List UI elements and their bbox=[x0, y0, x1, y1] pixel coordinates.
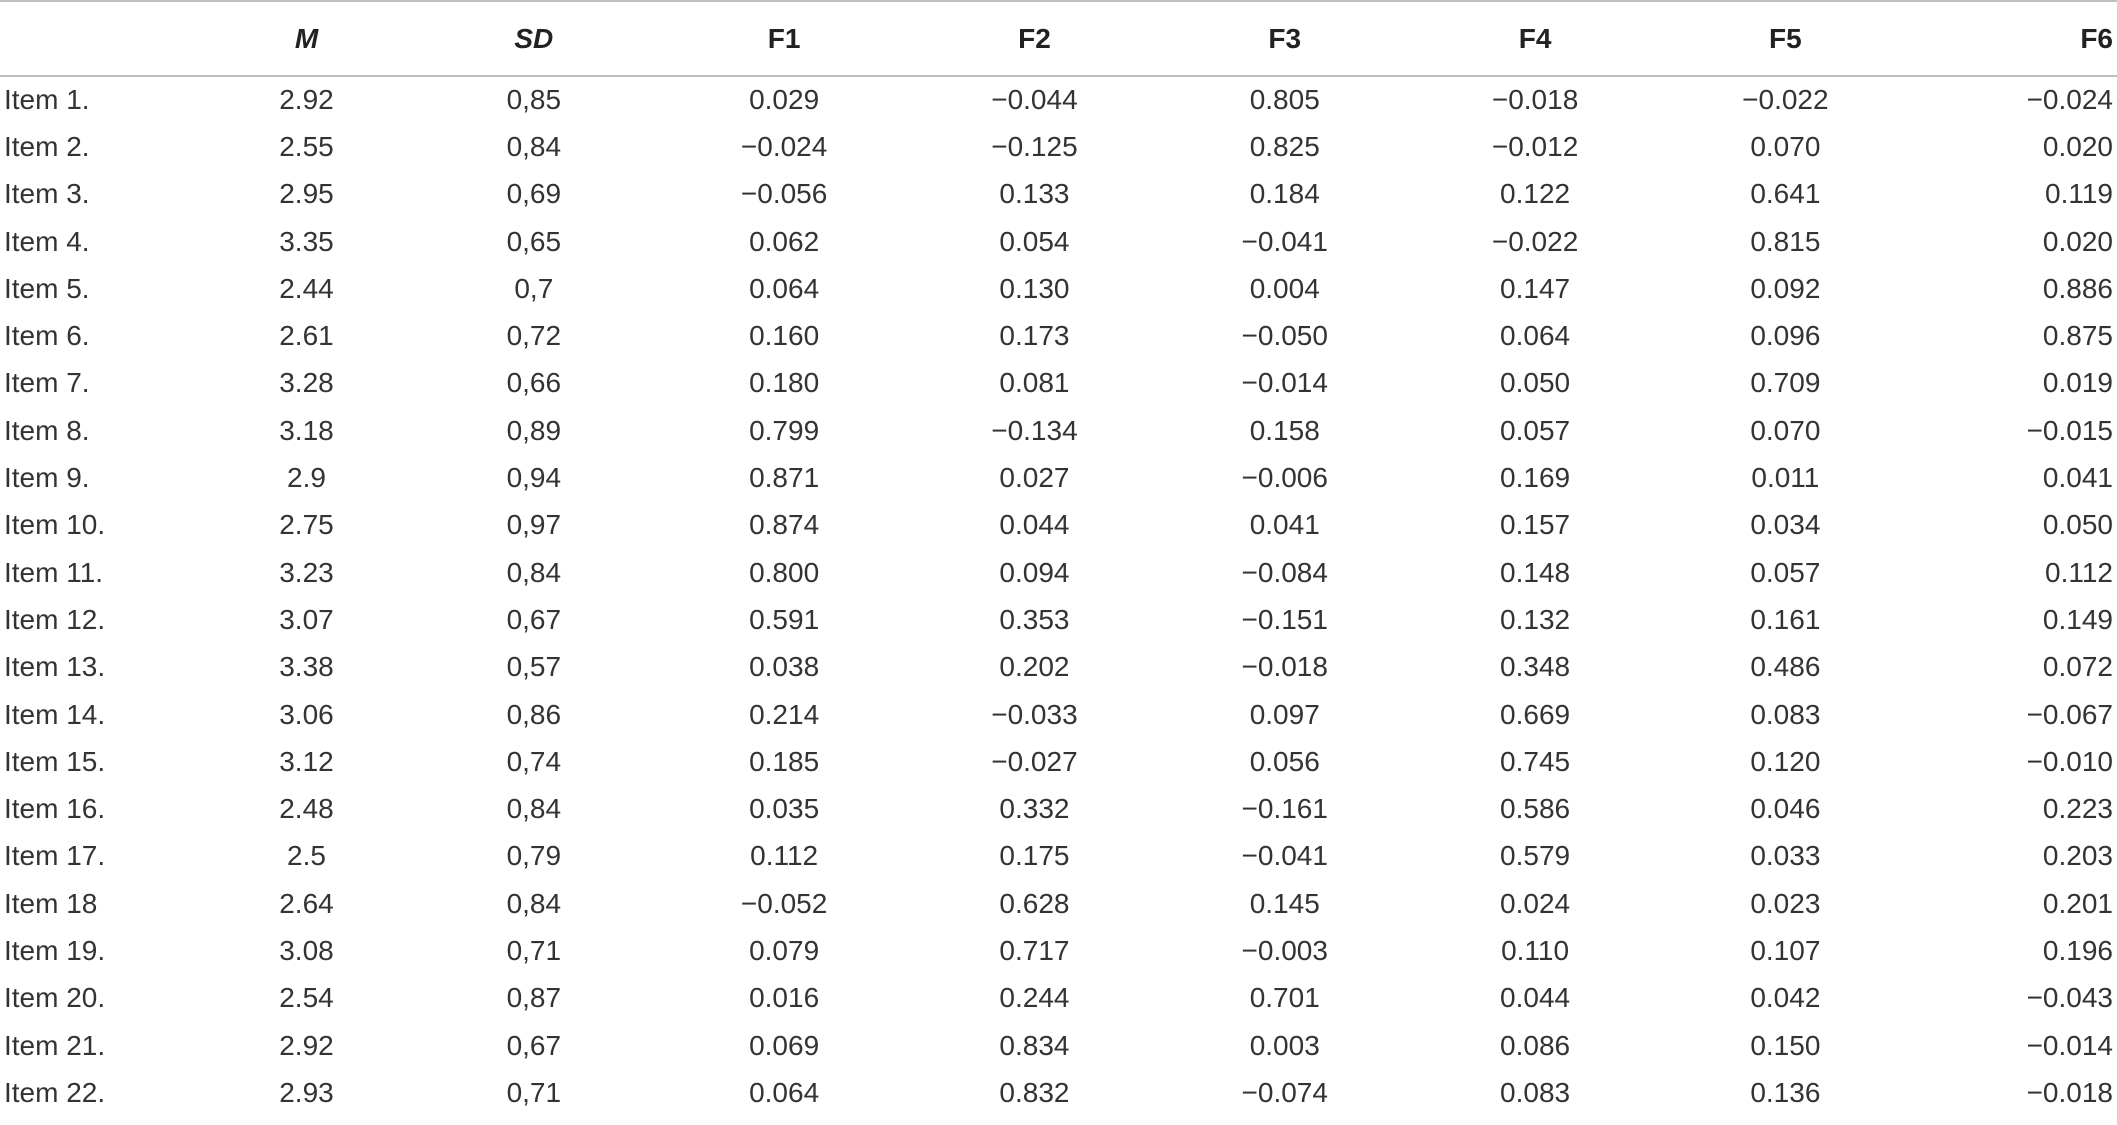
cell-sd: 0,57 bbox=[506, 651, 562, 683]
table-row bbox=[0, 738, 2117, 785]
cell-item-label: Item 7. bbox=[4, 367, 90, 399]
cell-f6: 0.050 bbox=[2042, 509, 2113, 541]
cell-f6: −0.018 bbox=[2026, 1076, 2113, 1108]
cell-mean: 2.92 bbox=[279, 1029, 334, 1061]
cell-f4: 0.669 bbox=[1500, 698, 1571, 730]
header-cell-f6: F6 bbox=[1911, 1, 2117, 76]
table-row bbox=[0, 596, 2117, 643]
cell-f1: 0.800 bbox=[749, 556, 820, 588]
cell-sd: 0,66 bbox=[506, 367, 562, 399]
cell-mean: 3.12 bbox=[279, 745, 334, 777]
table-row bbox=[0, 265, 2117, 312]
cell-f3: 0.041 bbox=[1249, 509, 1320, 541]
cell-f5: 0.070 bbox=[1750, 414, 1821, 446]
cell-sd: 0,86 bbox=[506, 698, 562, 730]
cell-sd: 0,84 bbox=[506, 130, 562, 162]
cell-f3: −0.161 bbox=[1241, 793, 1328, 825]
cell-f6: 0.112 bbox=[2045, 556, 2113, 588]
cell-f3: 0.158 bbox=[1249, 414, 1320, 446]
cell-f2: 0.202 bbox=[999, 651, 1070, 683]
cell-f1: 0.038 bbox=[749, 651, 820, 683]
cell-f2: 0.244 bbox=[999, 982, 1070, 1014]
cell-sd: 0,94 bbox=[506, 462, 562, 494]
header-cell-mean: M bbox=[204, 1, 408, 76]
cell-f2: 0.094 bbox=[999, 556, 1070, 588]
cell-item-label: Item 11. bbox=[4, 556, 104, 588]
cell-f5: 0.083 bbox=[1750, 698, 1821, 730]
cell-f6: 0.041 bbox=[2042, 462, 2113, 494]
cell-f1: 0.035 bbox=[749, 793, 820, 825]
cell-f6: 0.201 bbox=[2042, 887, 2113, 919]
cell-f6: 0.119 bbox=[2045, 178, 2113, 210]
header-row bbox=[0, 1, 2117, 76]
table-row bbox=[0, 407, 2117, 454]
cell-f6: −0.043 bbox=[2026, 982, 2113, 1014]
cell-item-label: Item 3. bbox=[4, 178, 90, 210]
table-row bbox=[0, 833, 2117, 880]
cell-f3: 0.825 bbox=[1249, 130, 1320, 162]
table-row bbox=[0, 927, 2117, 974]
cell-item-label: Item 21. bbox=[4, 1029, 106, 1061]
cell-sd: 0,69 bbox=[506, 178, 562, 210]
cell-mean: 2.64 bbox=[279, 887, 334, 919]
cell-sd: 0,89 bbox=[506, 414, 562, 446]
cell-mean: 2.55 bbox=[279, 130, 334, 162]
cell-f2: 0.332 bbox=[999, 793, 1070, 825]
cell-f6: 0.019 bbox=[2042, 367, 2113, 399]
cell-item-label: Item 15. bbox=[4, 745, 106, 777]
cell-f1: −0.056 bbox=[740, 178, 828, 210]
cell-f5: 0.057 bbox=[1750, 556, 1821, 588]
cell-f4: 0.057 bbox=[1500, 414, 1571, 446]
cell-f2: −0.044 bbox=[991, 84, 1078, 116]
cell-f1: 0.160 bbox=[749, 320, 820, 352]
cell-f1: 0.069 bbox=[749, 1029, 820, 1061]
cell-f4: 0.586 bbox=[1500, 793, 1571, 825]
cell-f2: 0.832 bbox=[999, 1076, 1070, 1108]
cell-f6: 0.886 bbox=[2042, 272, 2113, 304]
cell-f1: 0.185 bbox=[749, 745, 820, 777]
header-cell-f5: F5 bbox=[1660, 1, 1910, 76]
cell-item-label: Item 5. bbox=[4, 272, 90, 304]
cell-f1: 0.079 bbox=[749, 934, 820, 966]
cell-mean: 2.61 bbox=[279, 320, 334, 352]
cell-f2: −0.027 bbox=[991, 745, 1078, 777]
cell-f2: 0.027 bbox=[999, 462, 1070, 494]
cell-f4: 0.169 bbox=[1500, 462, 1571, 494]
cell-f3: 0.097 bbox=[1249, 698, 1320, 730]
cell-mean: 3.28 bbox=[279, 367, 334, 399]
cell-sd: 0,85 bbox=[506, 84, 562, 116]
cell-f2: −0.033 bbox=[991, 698, 1078, 730]
cell-item-label: Item 1. bbox=[4, 84, 90, 116]
cell-f2: 0.054 bbox=[999, 225, 1070, 257]
cell-f2: 0.133 bbox=[999, 178, 1070, 210]
cell-item-label: Item 22. bbox=[4, 1076, 106, 1108]
cell-f6: 0.203 bbox=[2042, 840, 2113, 872]
cell-f5: −0.022 bbox=[1742, 84, 1829, 116]
cell-f1: 0.591 bbox=[749, 603, 820, 635]
cell-mean: 3.07 bbox=[279, 603, 334, 635]
cell-f2: 0.130 bbox=[999, 272, 1070, 304]
cell-f3: −0.041 bbox=[1241, 225, 1328, 257]
cell-f4: −0.018 bbox=[1491, 84, 1579, 116]
cell-item-label: Item 14. bbox=[4, 698, 106, 730]
cell-f5: 0.042 bbox=[1750, 982, 1821, 1014]
cell-sd: 0,87 bbox=[506, 982, 562, 1014]
cell-f2: 0.175 bbox=[999, 840, 1070, 872]
cell-sd: 0,71 bbox=[506, 934, 562, 966]
cell-f5: 0.092 bbox=[1750, 272, 1821, 304]
table-row bbox=[0, 454, 2117, 501]
cell-mean: 2.95 bbox=[279, 178, 334, 210]
cell-f1: 0.799 bbox=[749, 414, 820, 446]
cell-sd: 0,79 bbox=[506, 840, 562, 872]
cell-item-label: Item 10. bbox=[4, 509, 106, 541]
cell-f4: −0.022 bbox=[1491, 225, 1579, 257]
cell-f6: −0.010 bbox=[2026, 745, 2113, 777]
cell-f3: 0.805 bbox=[1249, 84, 1320, 116]
cell-f6: 0.149 bbox=[2042, 603, 2113, 635]
cell-f6: 0.223 bbox=[2042, 793, 2113, 825]
cell-mean: 2.93 bbox=[279, 1076, 334, 1108]
cell-item-label: Item 12. bbox=[4, 603, 106, 635]
cell-f5: 0.023 bbox=[1750, 887, 1821, 919]
cell-f2: 0.173 bbox=[999, 320, 1070, 352]
table-row bbox=[0, 691, 2117, 738]
cell-f4: 0.050 bbox=[1500, 367, 1571, 399]
cell-f2: 0.628 bbox=[999, 887, 1070, 919]
cell-item-label: Item 9. bbox=[4, 462, 90, 494]
cell-item-label: Item 6. bbox=[4, 320, 90, 352]
cell-f3: −0.018 bbox=[1241, 651, 1328, 683]
cell-f5: 0.136 bbox=[1750, 1076, 1821, 1108]
cell-f5: 0.815 bbox=[1750, 225, 1821, 257]
cell-f6: −0.024 bbox=[2026, 84, 2113, 116]
table-row bbox=[0, 312, 2117, 359]
cell-sd: 0,84 bbox=[506, 556, 562, 588]
cell-f4: 0.086 bbox=[1500, 1029, 1571, 1061]
cell-f3: 0.004 bbox=[1249, 272, 1320, 304]
cell-sd: 0,71 bbox=[506, 1076, 562, 1108]
cell-f1: 0.029 bbox=[749, 84, 820, 116]
cell-sd: 0,97 bbox=[506, 509, 562, 541]
cell-f5: 0.150 bbox=[1750, 1029, 1821, 1061]
cell-f3: −0.074 bbox=[1241, 1076, 1328, 1108]
cell-f3: −0.003 bbox=[1241, 934, 1328, 966]
cell-f4: 0.024 bbox=[1500, 887, 1571, 919]
cell-f1: 0.064 bbox=[749, 1076, 820, 1108]
cell-f3: −0.151 bbox=[1241, 603, 1328, 635]
cell-sd: 0,67 bbox=[506, 603, 562, 635]
cell-f4: 0.348 bbox=[1500, 651, 1571, 683]
cell-f2: −0.125 bbox=[991, 130, 1078, 162]
cell-f4: 0.745 bbox=[1500, 745, 1571, 777]
table-row bbox=[0, 644, 2117, 691]
cell-mean: 3.06 bbox=[279, 698, 334, 730]
cell-mean: 3.38 bbox=[279, 651, 334, 683]
cell-sd: 0,72 bbox=[506, 320, 562, 352]
cell-f4: 0.110 bbox=[1501, 934, 1570, 966]
cell-f4: 0.044 bbox=[1500, 982, 1571, 1014]
cell-f1: 0.064 bbox=[749, 272, 820, 304]
cell-f5: 0.046 bbox=[1750, 793, 1821, 825]
cell-f4: 0.148 bbox=[1500, 556, 1571, 588]
cell-f3: 0.003 bbox=[1249, 1029, 1320, 1061]
header-cell-f4: F4 bbox=[1410, 1, 1660, 76]
cell-f6: −0.014 bbox=[2026, 1029, 2113, 1061]
cell-item-label: Item 4. bbox=[4, 225, 90, 257]
cell-item-label: Item 2. bbox=[4, 130, 90, 162]
cell-f6: 0.875 bbox=[2042, 320, 2113, 352]
table-row bbox=[0, 549, 2117, 596]
cell-sd: 0,67 bbox=[506, 1029, 562, 1061]
cell-f5: 0.486 bbox=[1750, 651, 1821, 683]
cell-item-label: Item 17. bbox=[4, 840, 106, 872]
cell-f5: 0.011 bbox=[1751, 462, 1820, 494]
cell-f3: 0.701 bbox=[1249, 982, 1320, 1014]
table-body bbox=[0, 76, 2117, 1117]
table-row bbox=[0, 785, 2117, 832]
cell-f1: −0.052 bbox=[740, 887, 828, 919]
cell-f5: 0.641 bbox=[1750, 178, 1821, 210]
cell-item-label: Item 19. bbox=[4, 934, 106, 966]
table-row bbox=[0, 360, 2117, 407]
cell-item-label: Item 16. bbox=[4, 793, 106, 825]
cell-f2: 0.834 bbox=[999, 1029, 1070, 1061]
cell-f5: 0.161 bbox=[1750, 603, 1821, 635]
cell-item-label: Item 18 bbox=[4, 887, 98, 919]
cell-f4: 0.064 bbox=[1500, 320, 1571, 352]
cell-f5: 0.033 bbox=[1750, 840, 1821, 872]
cell-mean: 2.92 bbox=[279, 84, 334, 116]
cell-f1: 0.112 bbox=[750, 840, 819, 872]
cell-mean: 3.18 bbox=[279, 414, 334, 446]
cell-f2: 0.044 bbox=[999, 509, 1070, 541]
cell-f1: 0.016 bbox=[749, 982, 820, 1014]
cell-f1: −0.024 bbox=[740, 130, 828, 162]
cell-f2: 0.717 bbox=[999, 934, 1070, 966]
table-row bbox=[0, 1022, 2117, 1069]
cell-f6: −0.067 bbox=[2026, 698, 2113, 730]
cell-f4: 0.147 bbox=[1500, 272, 1571, 304]
cell-f2: 0.081 bbox=[999, 367, 1070, 399]
cell-f4: 0.157 bbox=[1500, 509, 1571, 541]
cell-f5: 0.120 bbox=[1750, 745, 1821, 777]
cell-f1: 0.214 bbox=[749, 698, 820, 730]
header-cell-sd: SD bbox=[409, 1, 659, 76]
header-cell-item bbox=[0, 1, 204, 76]
cell-f1: 0.871 bbox=[749, 462, 820, 494]
cell-f6: 0.020 bbox=[2042, 225, 2113, 257]
cell-f3: −0.006 bbox=[1241, 462, 1328, 494]
table-row bbox=[0, 1069, 2117, 1116]
cell-f1: 0.874 bbox=[749, 509, 820, 541]
cell-f3: −0.041 bbox=[1241, 840, 1328, 872]
cell-f5: 0.709 bbox=[1750, 367, 1821, 399]
cell-f3: −0.084 bbox=[1241, 556, 1328, 588]
table-row bbox=[0, 880, 2117, 927]
cell-f4: 0.083 bbox=[1500, 1076, 1571, 1108]
table-row bbox=[0, 123, 2117, 170]
table-row bbox=[0, 975, 2117, 1022]
cell-f6: 0.072 bbox=[2042, 651, 2113, 683]
cell-f6: 0.196 bbox=[2042, 934, 2113, 966]
cell-mean: 3.35 bbox=[279, 225, 334, 257]
cell-f3: −0.050 bbox=[1241, 320, 1328, 352]
cell-mean: 2.5 bbox=[287, 840, 326, 872]
cell-mean: 3.23 bbox=[279, 556, 334, 588]
cell-item-label: Item 8. bbox=[4, 414, 90, 446]
cell-mean: 2.48 bbox=[279, 793, 334, 825]
table-row bbox=[0, 76, 2117, 123]
cell-f5: 0.070 bbox=[1750, 130, 1821, 162]
cell-sd: 0,74 bbox=[506, 745, 562, 777]
header-cell-f3: F3 bbox=[1160, 1, 1410, 76]
cell-mean: 2.54 bbox=[279, 982, 334, 1014]
cell-f5: 0.034 bbox=[1750, 509, 1821, 541]
cell-f4: 0.579 bbox=[1500, 840, 1571, 872]
cell-sd: 0,84 bbox=[506, 887, 562, 919]
cell-item-label: Item 20. bbox=[4, 982, 106, 1014]
cell-item-label: Item 13. bbox=[4, 651, 106, 683]
cell-sd: 0,65 bbox=[506, 225, 562, 257]
cell-f3: 0.145 bbox=[1249, 887, 1320, 919]
cell-f4: 0.122 bbox=[1500, 178, 1571, 210]
cell-sd: 0,7 bbox=[514, 272, 554, 304]
cell-f4: 0.132 bbox=[1500, 603, 1571, 635]
cell-f2: −0.134 bbox=[991, 414, 1078, 446]
cell-f3: −0.014 bbox=[1241, 367, 1328, 399]
cell-f4: −0.012 bbox=[1491, 130, 1579, 162]
table-row bbox=[0, 502, 2117, 549]
header-cell-f1: F1 bbox=[659, 1, 909, 76]
table-row bbox=[0, 218, 2117, 265]
header-cell-f2: F2 bbox=[909, 1, 1159, 76]
cell-f6: 0.020 bbox=[2042, 130, 2113, 162]
cell-sd: 0,84 bbox=[506, 793, 562, 825]
cell-mean: 2.75 bbox=[279, 509, 334, 541]
cell-f2: 0.353 bbox=[999, 603, 1070, 635]
cell-f3: 0.056 bbox=[1249, 745, 1320, 777]
table-row bbox=[0, 171, 2117, 218]
cell-mean: 2.44 bbox=[279, 272, 334, 304]
cell-f3: 0.184 bbox=[1249, 178, 1320, 210]
cell-f5: 0.096 bbox=[1750, 320, 1821, 352]
cell-f5: 0.107 bbox=[1750, 934, 1821, 966]
cell-mean: 3.08 bbox=[279, 934, 334, 966]
cell-mean: 2.9 bbox=[287, 462, 326, 494]
cell-f1: 0.180 bbox=[749, 367, 820, 399]
cell-f6: −0.015 bbox=[2026, 414, 2113, 446]
cell-f1: 0.062 bbox=[749, 225, 820, 257]
